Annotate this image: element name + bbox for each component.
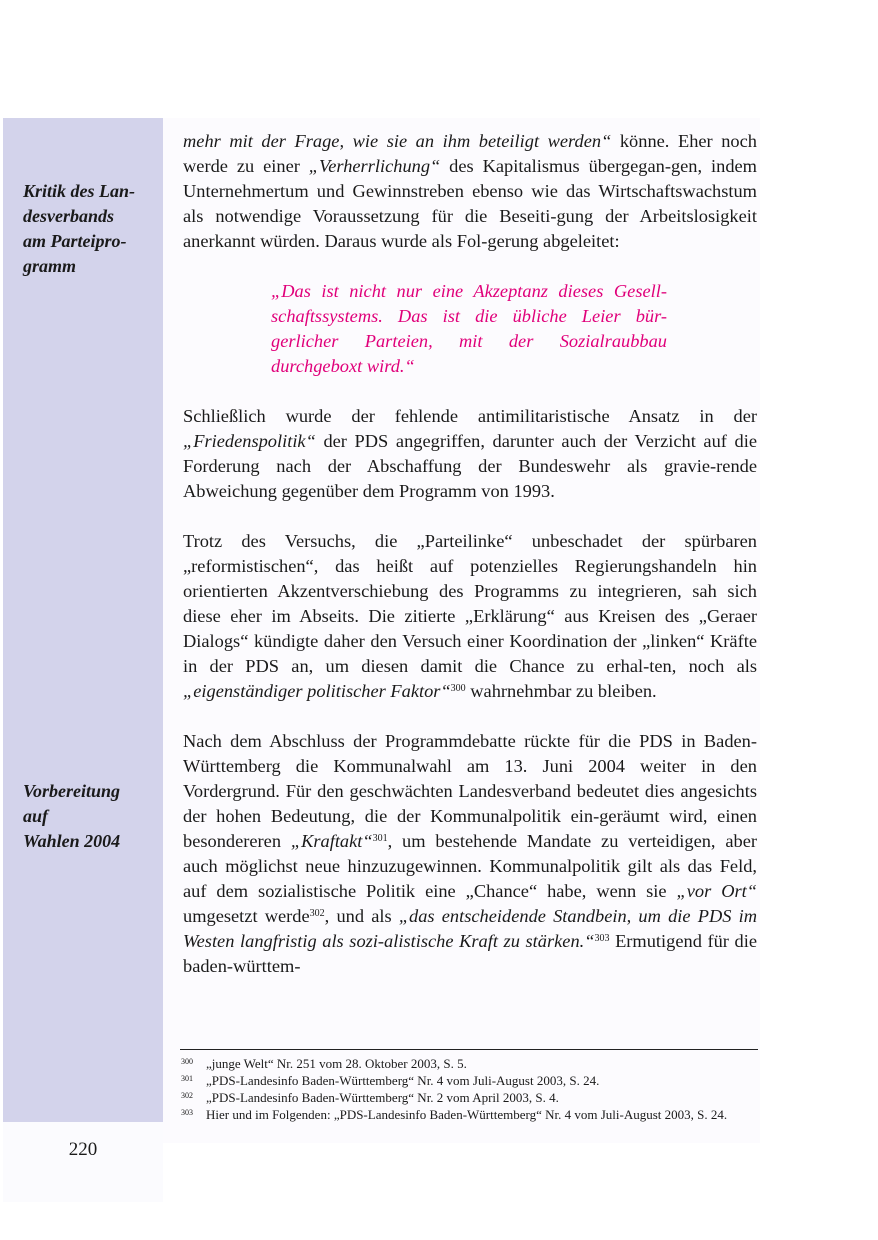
footnote-ref[interactable]: 303 [594, 933, 610, 944]
text-span: der PDS angegriffen, darunter auch der Verzicht auf die Forderung nach der Abschaffung der Bundeswehr als gravie-rende Abweichung gegenüber dem Programm von 1993. [183, 431, 757, 501]
sidebar-footer [3, 1122, 163, 1202]
footnote-number: 303 [181, 1108, 193, 1117]
footnote [180, 1055, 758, 1072]
paragraph-2 [183, 404, 757, 504]
text-span: Ermutigend für die baden-württem- [183, 931, 757, 976]
footnote-text: „PDS-Landesinfo Baden-Württemberg“ Nr. 4 vom Juli-August 2003, S. 24. [206, 1073, 600, 1088]
text-span: Trotz des Versuchs, die „Parteilinke“ unbeschadet der spürbaren „reformistischen“, das heißt auf potenzielles Regierungshandeln hin orientierten Akzentverschiebung des Programms zu integrieren, sah sich diese eher im Abseits. Die zitierte „Erklärung“ aus Kreisen des „Geraer Dialogs“ kündigte daher den Versuch einer Koordination der „linken“ Kräfte in der PDS an, um diesen damit die Chance zu erhal-ten, noch als [183, 531, 757, 676]
text-span: „Kraftakt“ [290, 831, 373, 851]
footnote [180, 1106, 758, 1123]
footnote-number: 300 [181, 1057, 193, 1066]
footnote-ref[interactable]: 300 [450, 683, 466, 694]
paragraph-4 [183, 729, 757, 979]
block-quote: „Das ist nicht nur eine Akzeptanz dieses Gesell-schaftssystems. Das ist die übliche Leier bür-gerlicher Parteien, mit der Sozialraubbau durchgeboxt wird.“ [271, 281, 667, 376]
text-span: des Kapitalismus übergegan-gen, indem Unternehmertum und Gewinnstreben ebenso wie das Wirtschaftswachstum als notwendige Voraussetzung für die Beseiti-gung der Arbeitslosigkeit anerkannt würden. Daraus wurde als Fol-gerung abgeleitet: [183, 156, 757, 251]
text-span: umgesetzt werde [183, 906, 310, 926]
text-span: „eigenständiger politischer Faktor“ [183, 681, 451, 701]
margin-note-kritik [23, 179, 161, 279]
footnote-ref[interactable]: 301 [372, 833, 388, 844]
body-text [183, 129, 757, 979]
margin-note-line: Wahlen 2004 [23, 831, 121, 851]
margin-note-line: desverbands [23, 206, 114, 226]
text-span: könne. Eher noch werde zu einer [183, 131, 757, 176]
text-span: „vor Ort“ [676, 881, 757, 901]
footnote [180, 1072, 758, 1089]
margin-note-line: am Parteipro- [23, 231, 127, 251]
margin-note-line: auf [23, 806, 49, 826]
text-span: Schließlich wurde der fehlende antimilitaristische Ansatz in der [183, 406, 757, 426]
text-span: „das entscheidende Standbein, um die PDS im Westen langfristig als sozi-alistische Kraft zu stärken.“ [183, 906, 757, 951]
footnote-ref[interactable]: 302 [309, 908, 325, 919]
footnote [180, 1089, 758, 1106]
footnote-text: „PDS-Landesinfo Baden-Württemberg“ Nr. 2 vom April 2003, S. 4. [206, 1090, 559, 1105]
footnote-number: 302 [181, 1091, 193, 1100]
margin-note-line: gramm [23, 256, 77, 276]
paragraph-3 [183, 529, 757, 704]
text-span: „Verherrlichung“ [308, 156, 441, 176]
text-span: , um bestehende Mandate zu verteidigen, aber auch möglichst neue hinzuzugewinnen. Kommunalpolitik gilt als das Feld, auf dem sozialistische Politik eine „Chance“ habe, wenn sie [183, 831, 757, 901]
page-number: 220 [68, 1139, 98, 1160]
margin-note-line: Vorbereitung [23, 781, 121, 801]
footnote-number: 301 [181, 1074, 193, 1083]
paragraph-1 [183, 129, 757, 254]
text-span: Nach dem Abschluss der Programmdebatte rückte für die PDS in Baden-Württemberg die Kommunalwahl am 13. Juni 2004 weiter in den Vordergrund. Für den geschwächten Landesverband bedeutet dies angesichts der hohen Bedeutung, die der Kommunalpolitik ein-geräumt wird, einen besondereren [183, 731, 757, 851]
text-span: , und als [324, 906, 399, 926]
margin-note-vorbereitung [23, 779, 161, 854]
text-span: wahrnehmbar zu bleiben. [465, 681, 657, 701]
margin-note-line: Kritik des Lan- [23, 181, 136, 201]
footnotes [180, 1049, 758, 1123]
text-span: mehr mit der Frage, wie sie an ihm beteiligt werden“ [183, 131, 612, 151]
footnote-text: Hier und im Folgenden: „PDS-Landesinfo Baden-Württemberg“ Nr. 4 vom Juli-August 2003, S. 24. [206, 1107, 728, 1122]
text-span: „Friedenspolitik“ [183, 431, 316, 451]
footnote-text: „junge Welt“ Nr. 251 vom 28. Oktober 2003, S. 5. [206, 1056, 467, 1071]
